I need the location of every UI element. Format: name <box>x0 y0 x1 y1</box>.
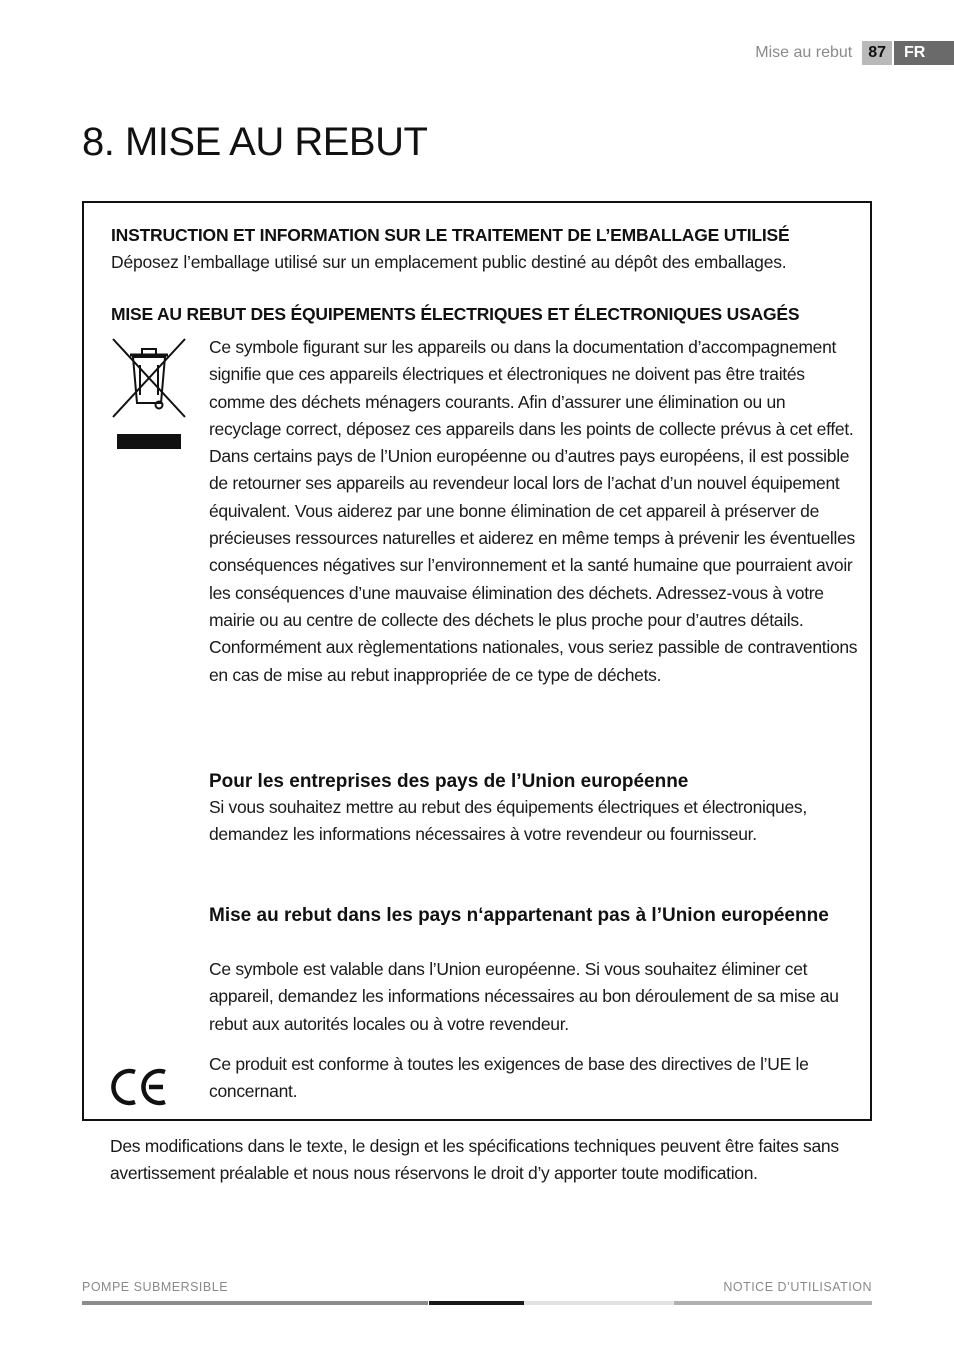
eu-business-text: Si vous souhaitez mettre au rebut des équipements électriques et électroniques, demandez les informations nécessaires à votre revendeur ou fournisseur. <box>209 797 807 845</box>
page-title: 8. MISE AU REBUT <box>82 120 428 164</box>
non-eu-heading: Mise au rebut dans les pays n‘appartenant pas à l’Union européenne <box>209 905 829 926</box>
weee-heading: MISE AU REBUT DES ÉQUIPEMENTS ÉLECTRIQUES ET ÉLECTRONIQUES USAGÉS <box>111 304 800 324</box>
non-eu-text: Ce symbole est valable dans l’Union européenne. Si vous souhaitez éliminer cet appareil, demandez les informations nécessaires au bon déroulement de sa mise au rebut aux autorités locales ou à votre revendeur. <box>209 959 839 1034</box>
disposal-info-box <box>82 201 872 1121</box>
footer-bar-segment-3 <box>524 1301 674 1305</box>
weee-black-bar <box>117 434 181 449</box>
crossed-out-wheelie-bin-icon <box>111 337 187 419</box>
footer-bar-segment-2 <box>429 1301 524 1305</box>
footer-product-name: POMPE SUBMERSIBLE <box>82 1280 229 1294</box>
footer-bar-segment-4 <box>674 1301 872 1305</box>
modification-notice: Des modifications dans le texte, le design et les spécifications techniques peuvent être faites sans avertissement préalable et nous nous réservons le droit d’y apporter toute modification. <box>110 1136 839 1184</box>
packaging-heading: INSTRUCTION ET INFORMATION SUR LE TRAITEMENT DE L’EMBALLAGE UTILISÉ <box>111 225 790 245</box>
page-number: 87 <box>862 41 892 65</box>
eu-business-heading: Pour les entreprises des pays de l’Union européenne <box>209 771 689 792</box>
language-tab: FR <box>894 41 954 65</box>
ce-mark-icon <box>111 1068 169 1106</box>
packaging-text: Déposez l’emballage utilisé sur un emplacement public destiné au dépôt des emballages. <box>111 252 787 272</box>
footer-bar-segment-1 <box>82 1301 428 1305</box>
footer-document-type: NOTICE D’UTILISATION <box>723 1280 872 1294</box>
header-section-title: Mise au rebut <box>755 44 853 61</box>
running-header <box>755 41 954 65</box>
weee-text: Ce symbole figurant sur les appareils ou dans la documentation d’accompagnement signifie que ces appareils électriques et électroniques ne doivent pas être traités comme des déchets ménagers courants. Afin d’assurer une élimination ou un recyclage correct, déposez ces appareils dans les points de collecte prévus à cet effet. Dans certains pays de l’Union européenne ou d’autres pays européens, il est possible de retourner ses appareils au revendeur local lors de l’achat d’un nouvel équipement équivalent. Vous aiderez par une bonne élimination de cet appareil à préserver de précieuses ressources naturelles et aiderez en même temps à prévenir les éventuelles conséquences négatives sur l’environnement et la santé humaine que pourraient avoir les conséquences d’une mauvaise élimination des déchets. Adressez-vous à votre mairie ou au centre de collecte des déchets le plus proche pour d’autres détails. Conformément aux règlementations nationales, vous seriez passible de contraventions en cas de mise au rebut inappropriée de ce type de déchets. <box>209 337 858 685</box>
ce-text: Ce produit est conforme à toutes les exigences de base des directives de l’UE le concernant. <box>209 1054 809 1102</box>
